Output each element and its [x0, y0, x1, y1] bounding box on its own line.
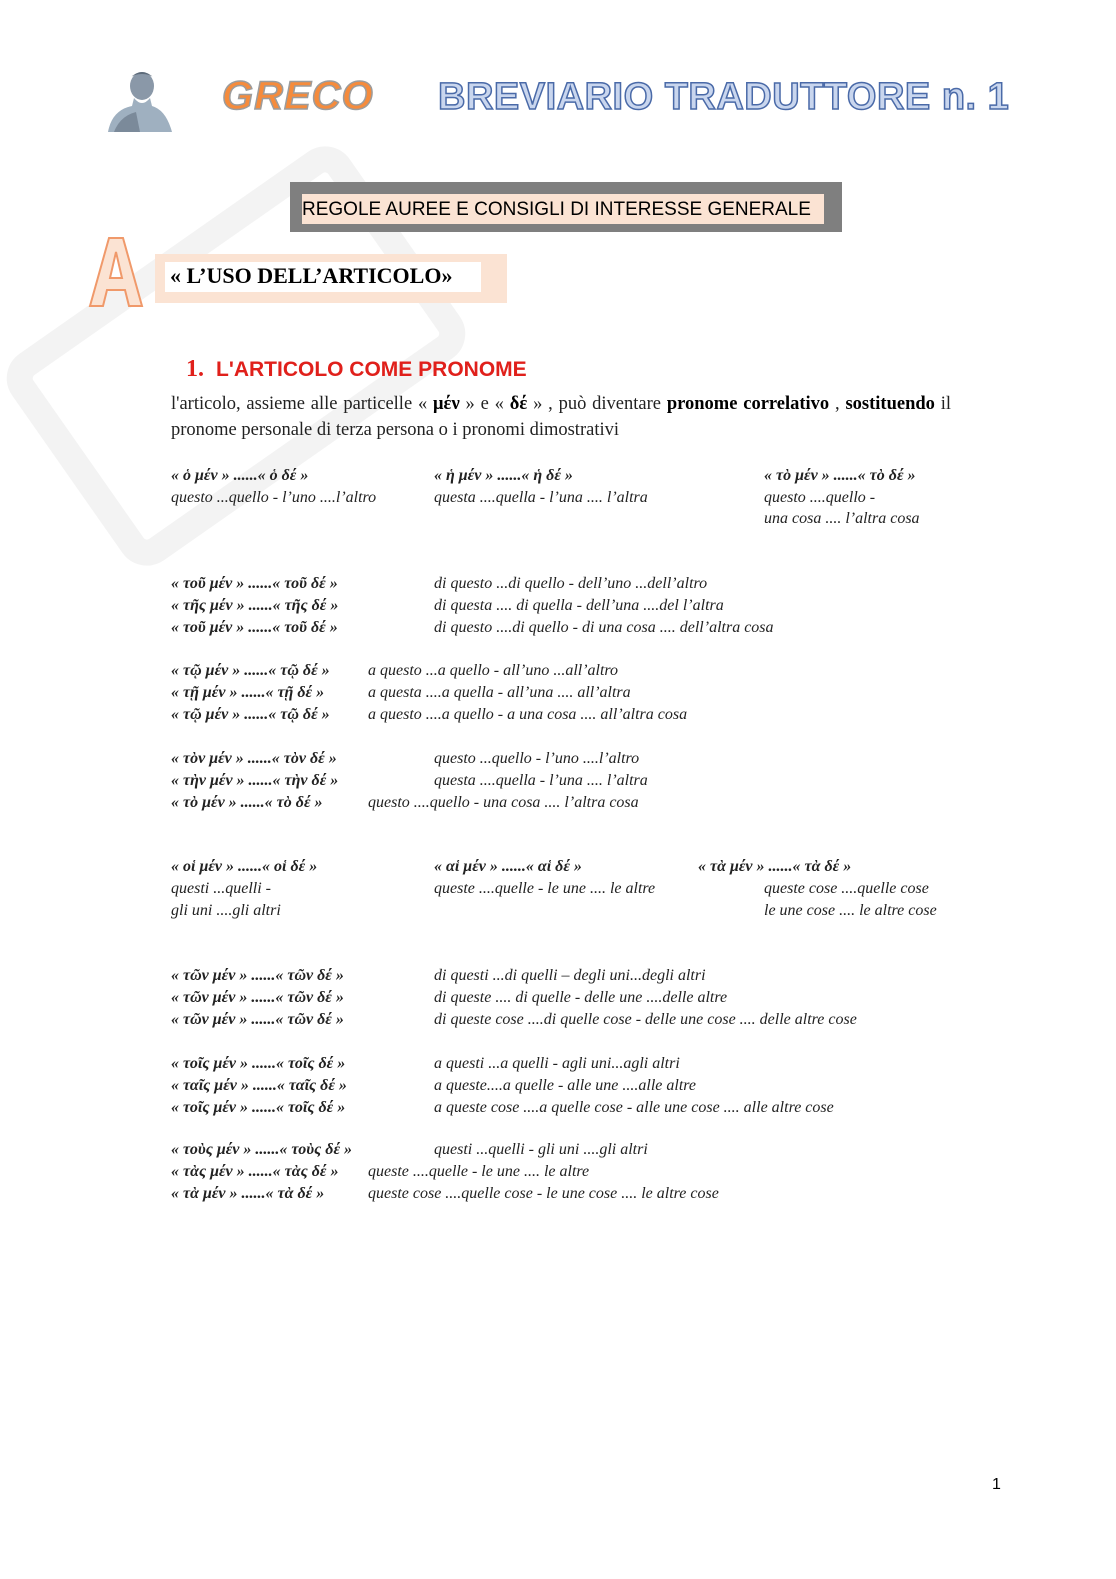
- intro-paragraph: [171, 391, 951, 443]
- translation: questa ....quella - l’una .... l’altra: [434, 489, 648, 506]
- greek-pair: « ταῖς μέν » ......« ταῖς δέ »: [171, 1077, 347, 1094]
- greek-pair: « τῆς μέν » ......« τῆς δέ »: [171, 597, 339, 614]
- greek-pair: « τὸ μέν » ......« τὸ δέ »: [764, 467, 916, 484]
- intro-text-4: ,: [829, 394, 846, 414]
- intro-text-5: il pronome personale di terza persona o i pronomi dimostrativi: [171, 394, 952, 440]
- greek-pair: « τοῦ μέν » ......« τοῦ δέ »: [171, 575, 338, 592]
- intro-pronome-correlativo: pronome correlativo: [666, 394, 830, 414]
- greek-pair: « τοῦ μέν » ......« τοῦ δέ »: [171, 619, 338, 636]
- translation: queste ....quelle - le une .... le altre: [368, 1163, 590, 1180]
- translation: di questi ...di quelli – degli uni...degli altri: [434, 967, 706, 984]
- section-title: « L’USO DELL’ARTICOLO»: [170, 263, 453, 288]
- rule-banner-text: REGOLE AUREE E CONSIGLI DI INTERESSE GENERALE: [302, 199, 811, 220]
- page-number: 1: [992, 1476, 1001, 1493]
- translation: queste cose ....quelle cose: [764, 880, 929, 897]
- section-letter: [88, 236, 144, 308]
- subject-title: GRECO: [222, 74, 374, 118]
- translation: queste cose ....quelle cose - le une cose .... le altre cose: [368, 1185, 719, 1202]
- greek-pair: « τῶν μέν » ......« τῶν δέ »: [171, 1011, 344, 1028]
- translation: a questi ...a quelli - agli uni...agli altri: [434, 1055, 680, 1072]
- document-title: BREVIARIO TRADUTTORE n. 1: [438, 76, 1010, 118]
- greek-pair: « ἡ μέν » ......« ἡ δέ »: [434, 467, 573, 484]
- translation: questo ....quello - una cosa .... l’altra cosa: [368, 794, 639, 811]
- translation: a queste....a quelle - alle une ....alle altre: [434, 1077, 697, 1094]
- translation: questo ....quello -: [764, 489, 876, 506]
- greek-pair: « αἱ μέν » ......« αἱ δέ »: [434, 858, 582, 875]
- greek-pair: « τὰς μέν » ......« τὰς δέ »: [171, 1163, 339, 1180]
- greek-pair: « τοῖς μέν » ......« τοῖς δέ »: [171, 1099, 346, 1116]
- intro-text-3: » , può diventare: [527, 394, 667, 414]
- greek-pair: « οἱ μέν » ......« οἱ δέ »: [171, 858, 318, 875]
- translation: queste ....quelle - le une .... le altre: [434, 880, 656, 897]
- intro-men: μέν: [433, 394, 460, 414]
- greek-pair: « τῷ μέν » ......« τῷ δέ »: [171, 706, 330, 723]
- greek-pair: « τῷ μέν » ......« τῷ δέ »: [171, 662, 330, 679]
- translation: questi ...quelli - gli uni ....gli altri: [434, 1141, 648, 1158]
- translation: di questo ....di quello - di una cosa .... dell’altra cosa: [434, 619, 774, 636]
- translation: a questo ...a quello - all’uno ...all’altro: [368, 662, 619, 679]
- intro-sostituendo: sostituendo: [845, 394, 935, 414]
- translation: questo ...quello - l’uno ....l’altro: [171, 489, 377, 506]
- greek-pair: « τὰ μέν » ......« τὰ δέ »: [171, 1185, 325, 1202]
- section-letter-text: A: [116, 276, 117, 277]
- translation: questa ....quella - l’una .... l’altra: [434, 772, 648, 789]
- greek-pair: « ὁ μέν » ......« ὁ δέ »: [171, 467, 309, 484]
- translation: a questa ....a quella - all’una .... all’altra: [368, 684, 631, 701]
- translation: a questo ....a quello - a una cosa .... all’altra cosa: [368, 706, 688, 723]
- heading-1: [186, 356, 527, 383]
- intro-text-2: » e «: [459, 394, 510, 414]
- greek-pair: « τοῖς μέν » ......« τοῖς δέ »: [171, 1055, 346, 1072]
- translation: le une cose .... le altre cose: [764, 902, 937, 919]
- greek-pair: « τὸ μέν » ......« τὸ δέ »: [171, 794, 323, 811]
- greek-pair: « τῶν μέν » ......« τῶν δέ »: [171, 989, 344, 1006]
- greek-pair: « τὴν μέν » ......« τὴν δέ »: [171, 772, 339, 789]
- greek-pair: « τῶν μέν » ......« τῶν δέ »: [171, 967, 344, 984]
- intro-de: δέ: [509, 394, 528, 414]
- greek-bust-icon: [106, 68, 174, 132]
- translation: a queste cose ....a quelle cose - alle une cose .... alle altre cose: [434, 1099, 834, 1116]
- translation: di questa .... di quella - dell’una ....del l’altra: [434, 597, 724, 614]
- heading-number: 1.: [186, 356, 204, 382]
- greek-pair: « τῇ μέν » ......« τῇ δέ »: [171, 684, 325, 701]
- translation: questo ...quello - l’uno ....l’altro: [434, 750, 640, 767]
- greek-pair: « τὰ μέν » ......« τὰ δέ »: [698, 858, 852, 875]
- translation: di queste cose ....di quelle cose - delle une cose .... delle altre cose: [434, 1011, 857, 1028]
- heading-text: L'ARTICOLO COME PRONOME: [216, 358, 527, 381]
- translation: di queste .... di quelle - delle une ....delle altre: [434, 989, 728, 1006]
- translation: di questo ...di quello - dell’uno ...dell’altro: [434, 575, 708, 592]
- greek-pair: « τοὺς μέν » ......« τοὺς δέ »: [171, 1141, 353, 1158]
- translation: questi ...quelli -: [171, 880, 271, 897]
- translation: gli uni ....gli altri: [171, 902, 281, 919]
- greek-pair: « τὸν μέν » ......« τὸν δέ »: [171, 750, 337, 767]
- translation: una cosa .... l’altra cosa: [764, 510, 920, 527]
- intro-text-1: l'articolo, assieme alle particelle «: [171, 394, 434, 414]
